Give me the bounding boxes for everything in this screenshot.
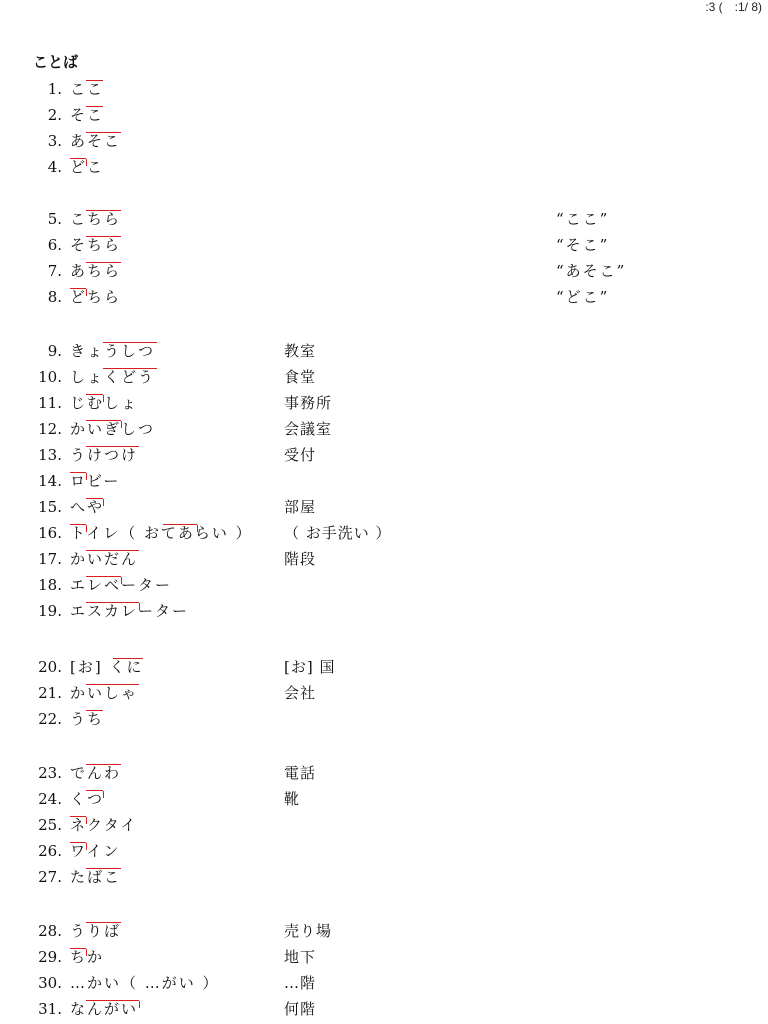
row-word: きょうしつ bbox=[70, 342, 156, 360]
vocab-row-8 bbox=[0, 284, 768, 310]
row-number: 2. bbox=[47, 106, 62, 124]
row-number: 20. bbox=[38, 658, 62, 676]
row-kanji: 何階 bbox=[284, 1000, 317, 1018]
vocab-row-11 bbox=[0, 390, 768, 416]
vocab-row-13 bbox=[0, 442, 768, 468]
row-number: 7. bbox=[47, 262, 62, 280]
row-number: 31. bbox=[38, 1000, 62, 1018]
row-word: たばこ bbox=[70, 868, 122, 886]
row-kanji: 食堂 bbox=[284, 368, 317, 386]
row-note: “あそこ” bbox=[556, 262, 627, 280]
vocab-row-31 bbox=[0, 996, 768, 1022]
row-number: 27. bbox=[38, 868, 62, 886]
row-number: 3. bbox=[47, 132, 62, 150]
row-word: ロビー bbox=[70, 472, 121, 490]
row-kanji: 電話 bbox=[284, 764, 317, 782]
vocab-row-25 bbox=[0, 812, 768, 838]
row-word: そこ bbox=[70, 106, 105, 124]
row-number: 21. bbox=[38, 684, 62, 702]
row-word: へや bbox=[70, 498, 105, 516]
row-kanji: 会社 bbox=[284, 684, 317, 702]
vocab-row-10 bbox=[0, 364, 768, 390]
row-kanji: 靴 bbox=[284, 790, 301, 808]
row-number: 19. bbox=[38, 602, 62, 620]
row-number: 29. bbox=[38, 948, 62, 966]
row-kanji: [お] 国 bbox=[284, 658, 336, 676]
row-word: あそこ bbox=[70, 132, 122, 150]
vocab-row-23 bbox=[0, 760, 768, 786]
vocab-row-12 bbox=[0, 416, 768, 442]
row-word: くつ bbox=[70, 790, 105, 808]
row-kanji: 教室 bbox=[284, 342, 317, 360]
row-number: 8. bbox=[47, 288, 62, 306]
row-number: 23. bbox=[38, 764, 62, 782]
row-kanji: 売り場 bbox=[284, 922, 333, 940]
row-word: エレベーター bbox=[70, 576, 173, 594]
vocab-row-3 bbox=[0, 128, 768, 154]
vocab-row-24 bbox=[0, 786, 768, 812]
row-number: 16. bbox=[38, 524, 62, 542]
row-number: 11. bbox=[38, 394, 62, 412]
row-number: 9. bbox=[47, 342, 62, 360]
row-kanji: 部屋 bbox=[284, 498, 317, 516]
row-kanji: 会議室 bbox=[284, 420, 333, 438]
row-word: かいぎしつ bbox=[70, 420, 156, 438]
section-title: ことば bbox=[33, 53, 79, 71]
vocab-row-6 bbox=[0, 232, 768, 258]
row-kanji: 階段 bbox=[284, 550, 317, 568]
vocab-row-26 bbox=[0, 838, 768, 864]
row-number: 13. bbox=[38, 446, 62, 464]
row-word: あちら bbox=[70, 262, 122, 280]
row-kanji: …階 bbox=[284, 974, 317, 992]
row-word: かいだん bbox=[70, 550, 139, 568]
row-word: じむしょ bbox=[70, 394, 139, 412]
row-number: 15. bbox=[38, 498, 62, 516]
row-number: 25. bbox=[38, 816, 62, 834]
row-word: [お] くに bbox=[70, 658, 144, 676]
row-word: なんがい bbox=[70, 1000, 139, 1018]
vocab-row-20 bbox=[0, 654, 768, 680]
row-number: 4. bbox=[47, 158, 62, 176]
row-word: どこ bbox=[70, 158, 105, 176]
vocab-row-22 bbox=[0, 706, 768, 732]
row-number: 14. bbox=[38, 472, 62, 490]
row-word: うち bbox=[70, 710, 105, 728]
page-header: :3 ( :1/ 8) bbox=[705, 0, 762, 14]
vocab-row-27 bbox=[0, 864, 768, 890]
vocab-row-18 bbox=[0, 572, 768, 598]
vocab-row-4 bbox=[0, 154, 768, 180]
row-number: 26. bbox=[38, 842, 62, 860]
row-word: ワイン bbox=[70, 842, 121, 860]
row-number: 24. bbox=[38, 790, 62, 808]
row-kanji: 事務所 bbox=[284, 394, 333, 412]
row-number: 10. bbox=[38, 368, 62, 386]
row-number: 28. bbox=[38, 922, 62, 940]
row-number: 6. bbox=[47, 236, 62, 254]
row-note: “ここ” bbox=[556, 210, 610, 228]
vocab-row-14 bbox=[0, 468, 768, 494]
row-number: 18. bbox=[38, 576, 62, 594]
row-word: そちら bbox=[70, 236, 122, 254]
row-word: うりば bbox=[70, 922, 122, 940]
row-word: しょくどう bbox=[70, 368, 156, 386]
row-number: 17. bbox=[38, 550, 62, 568]
row-word: ネクタイ bbox=[70, 816, 138, 834]
row-word: かいしゃ bbox=[70, 684, 139, 702]
vocab-row-21 bbox=[0, 680, 768, 706]
vocab-row-30 bbox=[0, 970, 768, 996]
vocab-row-2 bbox=[0, 102, 768, 128]
row-number: 1. bbox=[47, 80, 62, 98]
row-word: トイレ（ おてあらい ） bbox=[70, 524, 253, 542]
row-word: こちら bbox=[70, 210, 122, 228]
row-word: ちか bbox=[70, 948, 105, 966]
row-word: うけつけ bbox=[70, 446, 139, 464]
row-word: エスカレーター bbox=[70, 602, 190, 620]
row-word: でんわ bbox=[70, 764, 122, 782]
vocab-row-17 bbox=[0, 546, 768, 572]
row-word: ここ bbox=[70, 80, 105, 98]
row-kanji: 受付 bbox=[284, 446, 317, 464]
vocab-row-28 bbox=[0, 918, 768, 944]
vocab-row-16 bbox=[0, 520, 768, 546]
row-number: 5. bbox=[47, 210, 62, 228]
vocab-row-5 bbox=[0, 206, 768, 232]
row-number: 22. bbox=[38, 710, 62, 728]
vocab-row-7 bbox=[0, 258, 768, 284]
row-kanji: （ お手洗い ） bbox=[284, 524, 392, 542]
row-note: “どこ” bbox=[556, 288, 610, 306]
vocab-row-19 bbox=[0, 598, 768, 624]
row-number: 12. bbox=[38, 420, 62, 438]
row-kanji: 地下 bbox=[284, 948, 317, 966]
vocab-row-15 bbox=[0, 494, 768, 520]
row-word: …かい（ …がい ） bbox=[70, 974, 220, 992]
row-word: どちら bbox=[70, 288, 122, 306]
vocab-row-1 bbox=[0, 76, 768, 102]
row-note: “そこ” bbox=[556, 236, 610, 254]
vocab-row-9 bbox=[0, 338, 768, 364]
vocab-row-29 bbox=[0, 944, 768, 970]
row-number: 30. bbox=[38, 974, 62, 992]
